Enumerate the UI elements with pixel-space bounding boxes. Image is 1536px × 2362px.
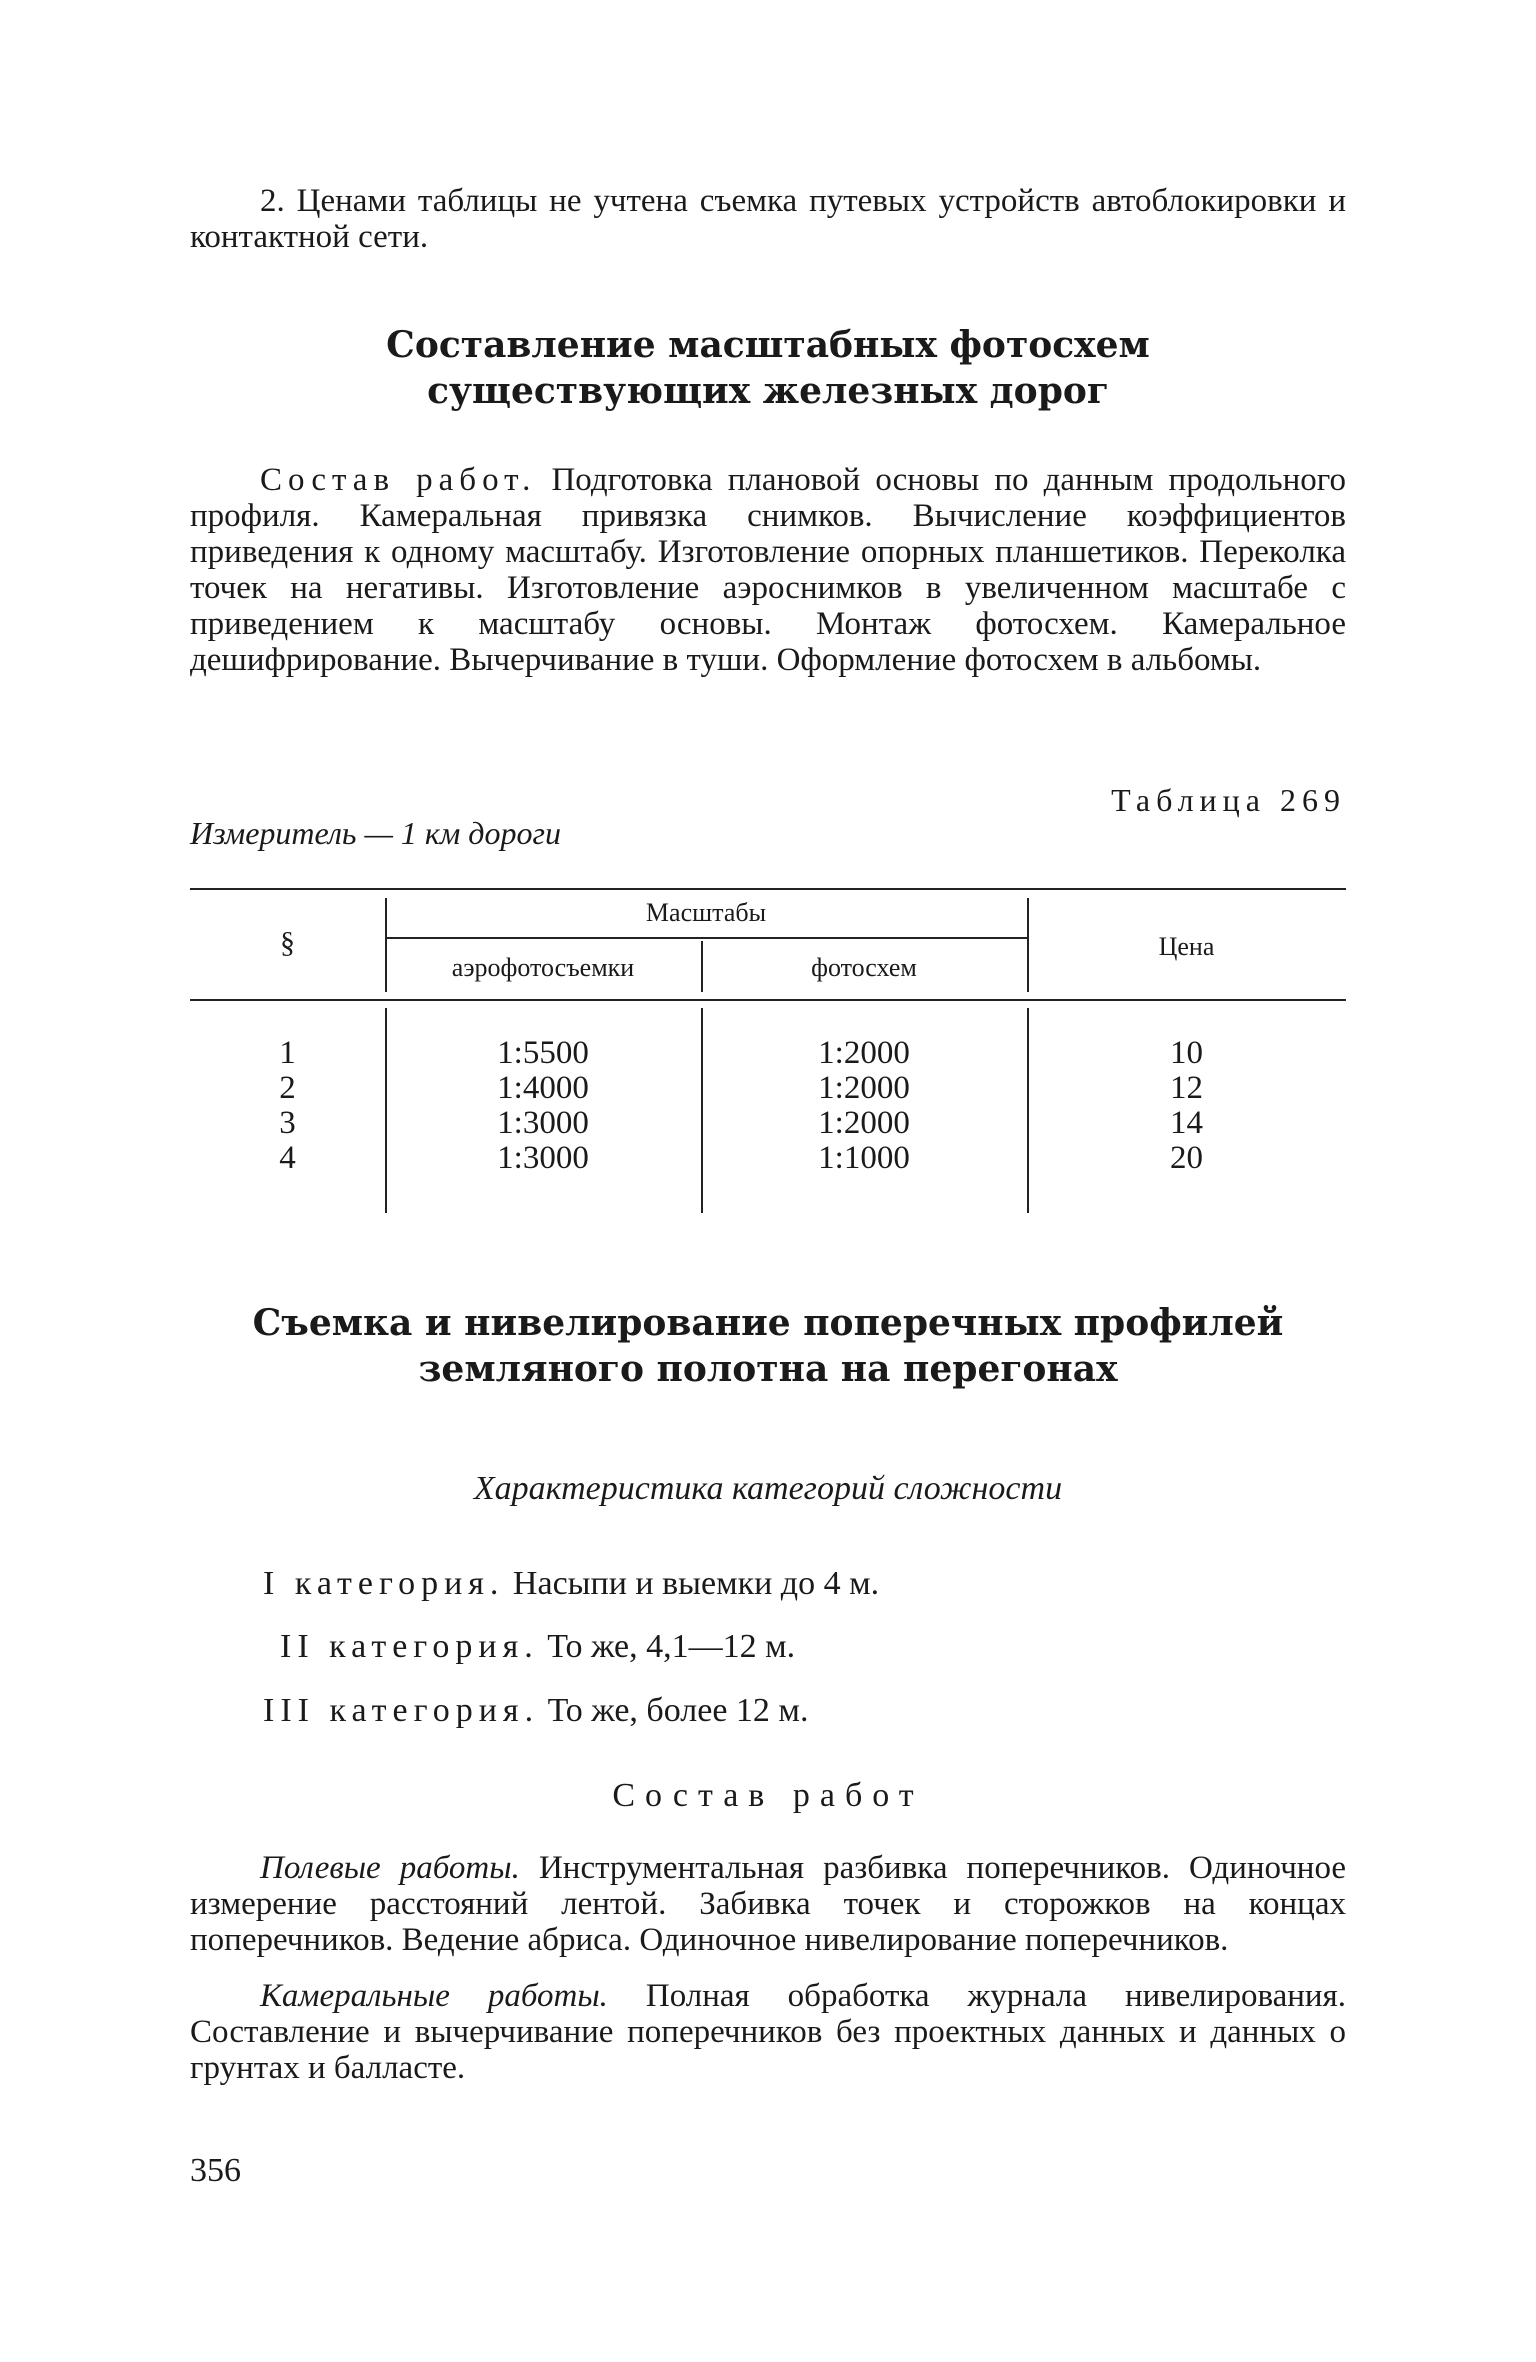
field-works-text: Инструментальная разбивка поперечников. Одиночное измерение расстояний лентой. Забивка точек и сторожков на концах поперечников. Ведение абриса. Одиночное нивелирование поперечников. bbox=[190, 1850, 1346, 1958]
category-3-text: То же, более 12 м. bbox=[539, 1692, 809, 1729]
photoscheme-column: 1:2000 1:2000 1:2000 1:1000 bbox=[818, 1035, 910, 1176]
office-works-label: Камеральные работы. bbox=[260, 1978, 608, 2014]
table-number bbox=[190, 782, 1346, 819]
section1-title-line2: существующих железных дорог bbox=[427, 370, 1109, 412]
category-1-text: Насыпи и выемки до 4 м. bbox=[504, 1565, 880, 1602]
scales-subrule bbox=[385, 937, 1027, 939]
section2-body bbox=[190, 1850, 1346, 2086]
header-price: Цена bbox=[1158, 932, 1215, 961]
price-table bbox=[190, 888, 1346, 1218]
section2-heading bbox=[190, 1300, 1346, 1392]
office-works-paragraph bbox=[190, 1978, 1346, 2086]
section-column: 1 2 3 4 bbox=[279, 1035, 296, 1176]
header-scales: Масштабы bbox=[645, 898, 767, 927]
work-heading-text: Состав работ bbox=[612, 1777, 924, 1814]
category-3 bbox=[263, 1692, 808, 1730]
work-composition-text: Подготовка плановой основы по данным продольного профиля. Камеральная привязка снимков. Вычисление коэффициентов приведения к одному масштабу. Изготовление опорных планшетиков. Переколка точек на негативы. Изготовление аэроснимков в увеличенном масштабе с приведением к масштабу основы. Монтаж фотосхем. Камеральное дешифрирование. Вычерчивание в туши. Оформление фотосхем в альбомы. bbox=[190, 462, 1346, 678]
work-heading bbox=[190, 1777, 1346, 1815]
section1-body bbox=[190, 462, 1346, 678]
office-works-text: Полная обработка журнала нивелирования. Составление и вычерчивание поперечников без проектных данных и данных о грунтах и балласте. bbox=[190, 1978, 1346, 2086]
price-column: 10 12 14 20 bbox=[1170, 1035, 1203, 1176]
category-1 bbox=[263, 1565, 879, 1603]
page-number: 356 bbox=[190, 2152, 241, 2189]
header-aerial: аэрофотосъемки bbox=[451, 953, 635, 982]
field-works-paragraph bbox=[190, 1850, 1346, 1958]
section1-heading bbox=[190, 322, 1346, 414]
category-2-label: II категория. bbox=[280, 1628, 539, 1665]
category-3-label: III категория. bbox=[263, 1692, 540, 1729]
aerial-column: 1:5500 1:4000 1:3000 1:3000 bbox=[497, 1035, 589, 1176]
category-2 bbox=[280, 1628, 795, 1666]
section1-paragraph bbox=[190, 462, 1346, 678]
table-measure: Измеритель — 1 км дороги bbox=[190, 815, 561, 851]
table-number-text: Таблица 269 bbox=[1111, 782, 1346, 818]
categories-subtitle: Характеристика категорий сложности bbox=[473, 1470, 1063, 1507]
category-2-text: То же, 4,1—12 м. bbox=[538, 1628, 796, 1665]
table-top-rule bbox=[190, 888, 1346, 890]
section1-title-line1: Составление масштабных фотосхем bbox=[386, 324, 1150, 366]
section2-title-line1: Съемка и нивелирование поперечных профилей bbox=[252, 1302, 1284, 1344]
category-1-label: I категория. bbox=[263, 1565, 505, 1602]
table-header-rule bbox=[190, 999, 1346, 1001]
header-section: § bbox=[280, 926, 295, 959]
field-works-label: Полевые работы. bbox=[260, 1850, 520, 1886]
work-composition-label: Состав работ. bbox=[260, 462, 537, 498]
note-text: 2. Ценами таблицы не учтена съемка путевых устройств автоблокировки и контактной сети. bbox=[190, 183, 1346, 255]
section2-title-line2: земляного полотна на перегонах bbox=[418, 1348, 1118, 1390]
note-block bbox=[190, 183, 1346, 255]
header-photoscheme: фотосхем bbox=[811, 953, 917, 982]
